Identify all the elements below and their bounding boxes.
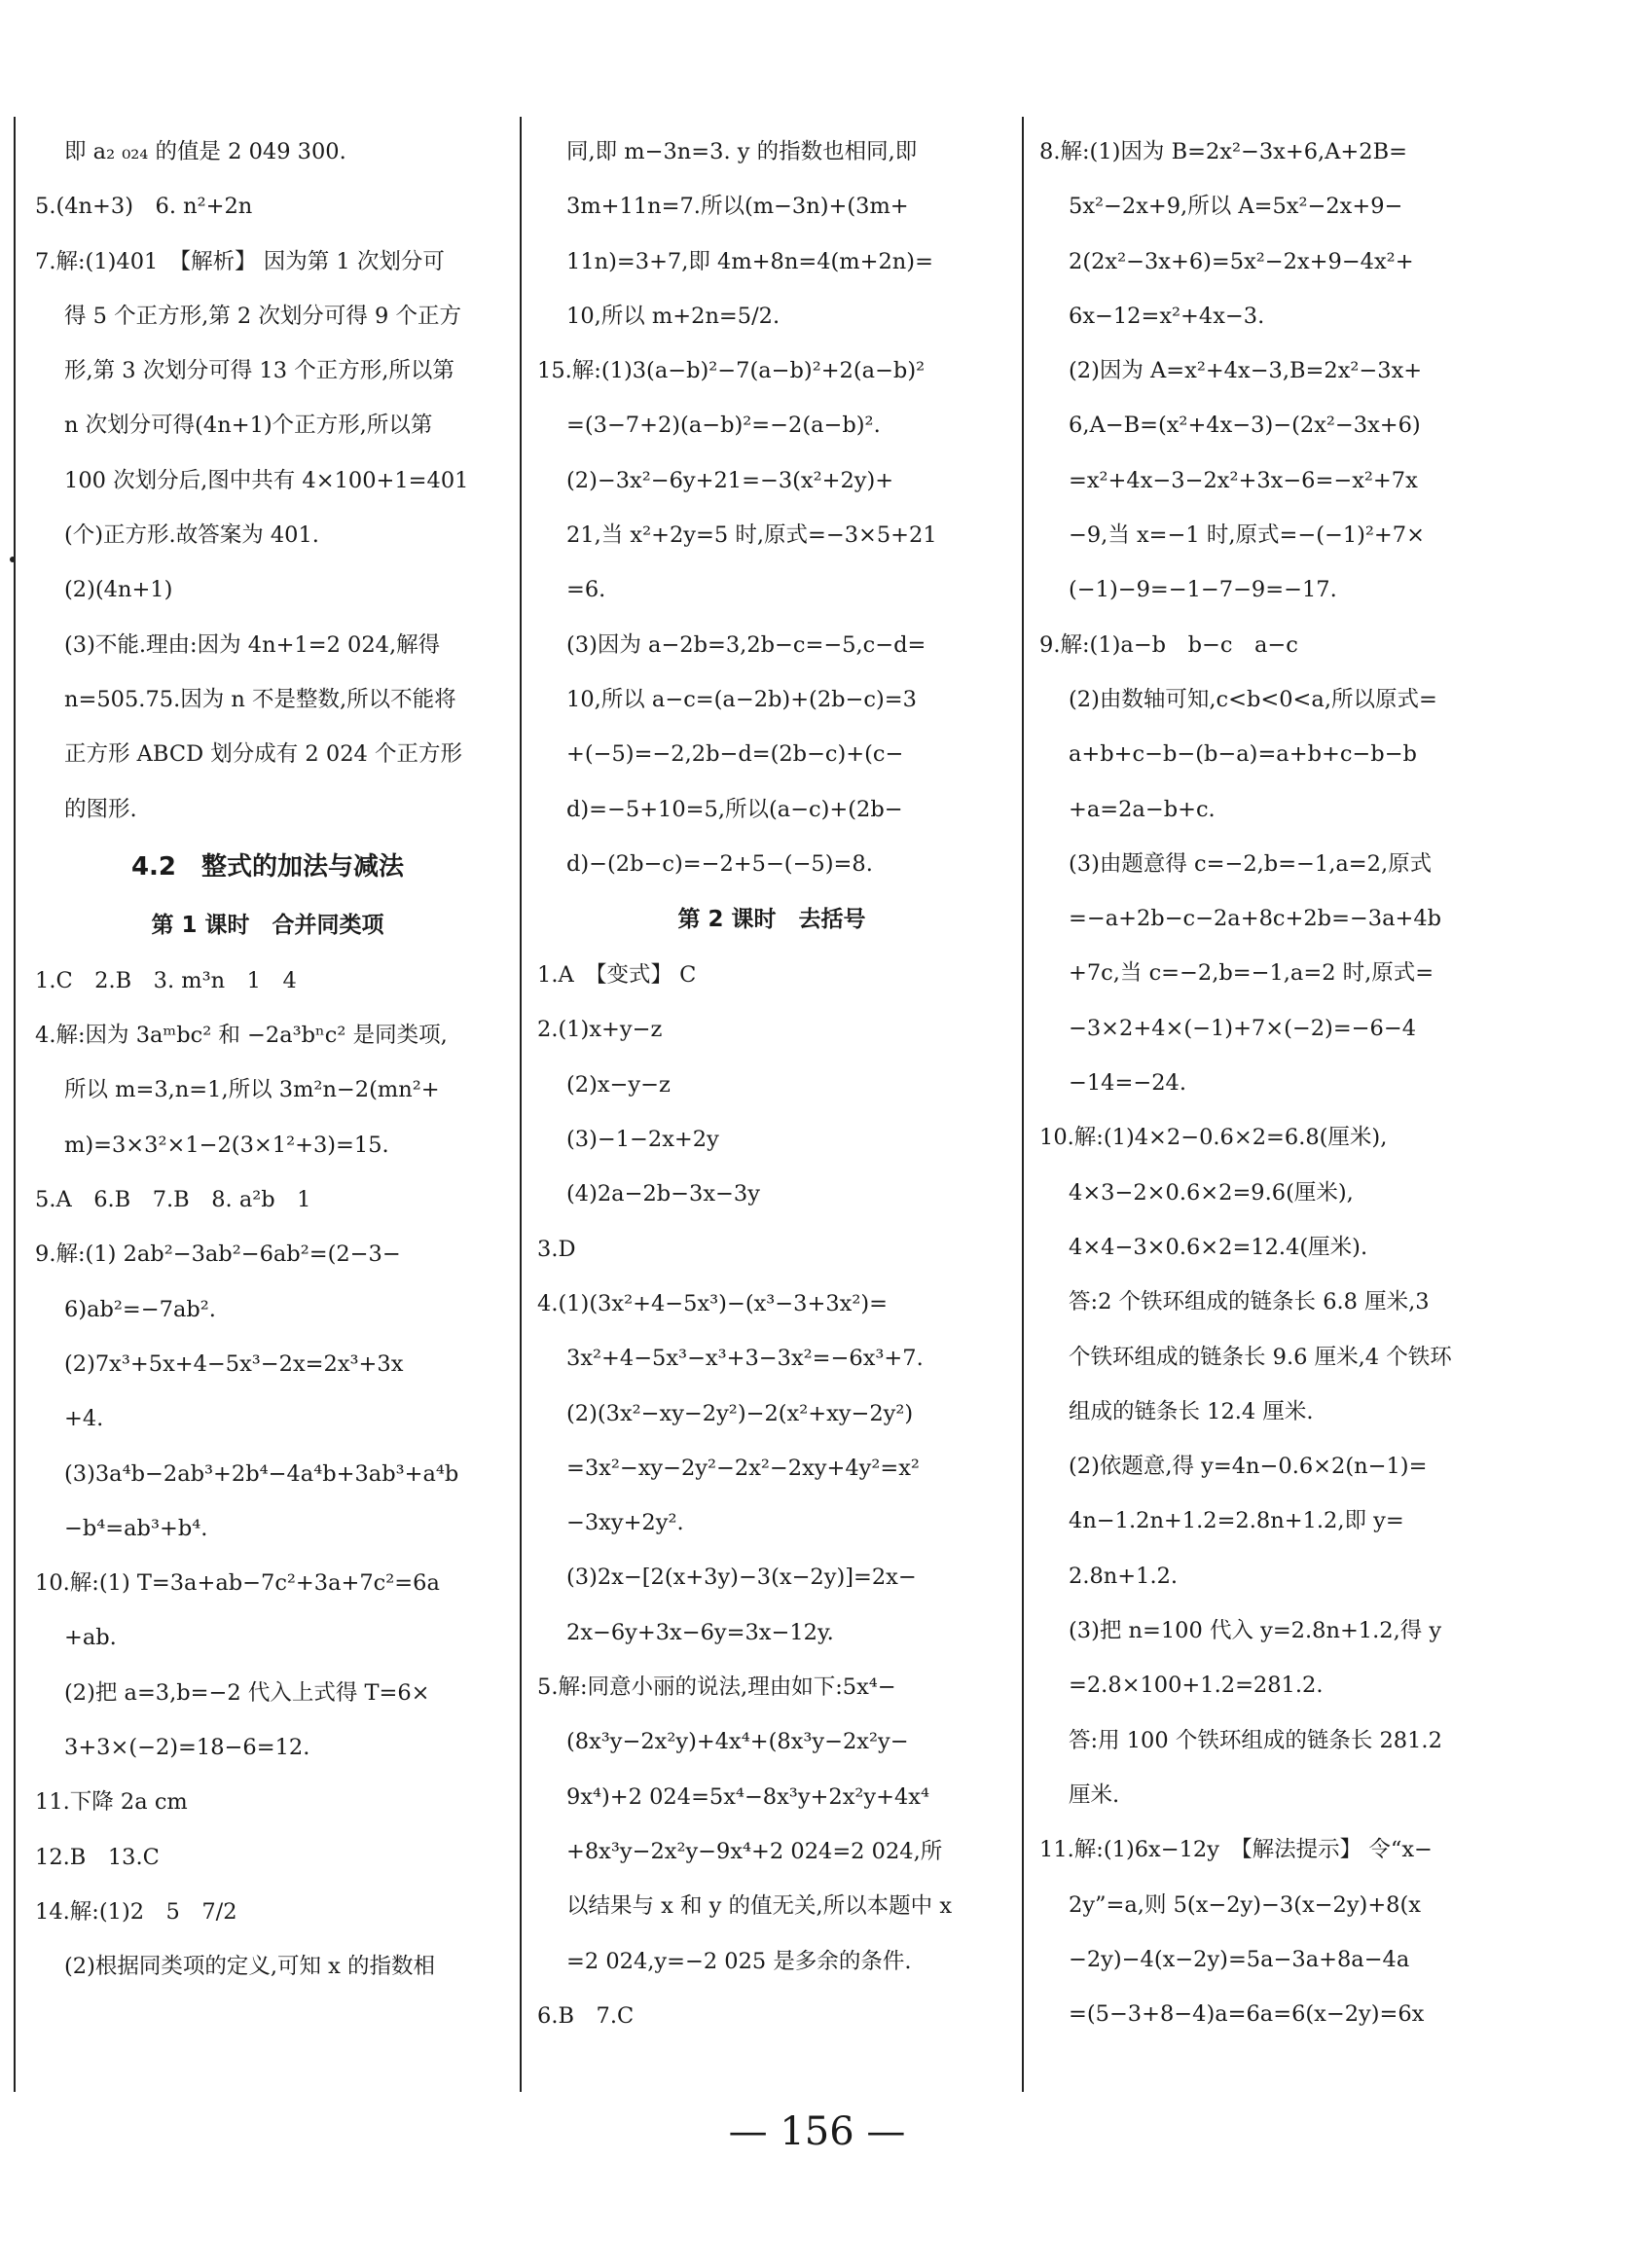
text-line: (2)(3x²−xy−2y²)−2(x²+xy−2y²) xyxy=(566,1400,914,1426)
text-line: −b⁴=ab³+b⁴. xyxy=(64,1515,208,1541)
text-line: 11.解:(1)6x−12y 【解法提示】 令“x− xyxy=(1039,1837,1433,1863)
text-line: 4.解:因为 3aᵐbc² 和 −2a³bⁿc² 是同类项, xyxy=(35,1023,448,1049)
text-line: 正方形 ABCD 划分成有 2 024 个正方形 xyxy=(64,741,462,768)
column-2 xyxy=(537,125,1006,2090)
text-line: 同,即 m−3n=3. y 的指数也相同,即 xyxy=(566,139,918,164)
text-line: +(−5)=−2,2b−d=(2b−c)+(c− xyxy=(566,741,904,768)
left-rule xyxy=(14,117,16,2092)
text-line: 10,所以 a−c=(a−2b)+(2b−c)=3 xyxy=(566,686,917,712)
text-line: +4. xyxy=(64,1406,104,1432)
page-number: — 156 — xyxy=(728,2109,906,2154)
lesson-heading: 第 1 课时 合并同类项 xyxy=(151,912,384,938)
text-line: 2x−6y+3x−6y=3x−12y. xyxy=(566,1619,834,1645)
text-line: +8x³y−2x²y−9x⁴+2 024=2 024,所 xyxy=(566,1838,943,1864)
text-line: −14=−24. xyxy=(1069,1070,1186,1097)
section-heading: 4.2 整式的加法与减法 xyxy=(130,851,405,882)
text-line: =(3−7+2)(a−b)²=−2(a−b)². xyxy=(566,413,881,439)
text-line: 3+3×(−2)=18−6=12. xyxy=(64,1735,310,1761)
text-line: (3)−1−2x+2y xyxy=(566,1127,719,1153)
text-line: (−1)−9=−1−7−9=−17. xyxy=(1069,577,1337,603)
text-line: −3×2+4×(−1)+7×(−2)=−6−4 xyxy=(1069,1015,1417,1041)
text-line: (8x³y−2x²y)+4x⁴+(8x³y−2x²y− xyxy=(566,1729,909,1755)
text-line: 10.解:(1) T=3a+ab−7c²+3a+7c²=6a xyxy=(35,1570,440,1597)
text-line: 6)ab²=−7ab². xyxy=(64,1296,216,1322)
text-line: 的图形. xyxy=(64,796,137,822)
text-line: (2)x−y−z xyxy=(566,1071,671,1098)
text-line: 3x²+4−5x³−x³+3−3x²=−6x³+7. xyxy=(566,1346,924,1372)
text-line: 21,当 x²+2y=5 时,原式=−3×5+21 xyxy=(566,522,937,549)
text-line: 1.A 【变式】 C xyxy=(537,962,697,989)
text-line: 3m+11n=7.所以(m−3n)+(3m+ xyxy=(566,194,909,220)
text-line: 4×3−2×0.6×2=9.6(厘米), xyxy=(1069,1179,1354,1206)
text-line: 2y”=a,则 5(x−2y)−3(x−2y)+8(x xyxy=(1069,1891,1421,1918)
text-line: =x²+4x−3−2x²+3x−6=−x²+7x xyxy=(1069,467,1418,493)
text-line: =−a+2b−c−2a+8c+2b=−3a+4b xyxy=(1069,906,1442,932)
text-line: =(5−3+8−4)a=6a=6(x−2y)=6x xyxy=(1069,2001,1425,2028)
text-line: 厘米. xyxy=(1069,1782,1120,1808)
text-line: 10,所以 m+2n=5/2. xyxy=(566,303,781,329)
text-line: 组成的链条长 12.4 厘米. xyxy=(1069,1398,1314,1424)
text-line: −3xy+2y². xyxy=(566,1510,684,1536)
text-line: m)=3×3²×1−2(3×1²+3)=15. xyxy=(64,1132,389,1158)
margin-dot xyxy=(10,557,16,562)
text-line: 3.D xyxy=(537,1236,576,1262)
text-line: 答:2 个铁环组成的链条长 6.8 厘米,3 xyxy=(1069,1289,1430,1315)
text-line: (2)−3x²−6y+21=−3(x²+2y)+ xyxy=(566,467,894,493)
text-line: (4)2a−2b−3x−3y xyxy=(566,1181,760,1207)
text-line: =2.8×100+1.2=281.2. xyxy=(1069,1673,1324,1699)
text-line: (2)依题意,得 y=4n−0.6×2(n−1)= xyxy=(1069,1454,1428,1480)
text-line: 2.(1)x+y−z xyxy=(537,1017,663,1043)
text-line: 2.8n+1.2. xyxy=(1069,1563,1179,1589)
text-line: +ab. xyxy=(64,1625,117,1651)
text-line: (3)把 n=100 代入 y=2.8n+1.2,得 y xyxy=(1069,1618,1442,1644)
text-line: 7.解:(1)401 【解析】 因为第 1 次划分可 xyxy=(35,248,445,274)
text-line: 14.解:(1)2 5 7/2 xyxy=(35,1898,237,1925)
text-line: −9,当 x=−1 时,原式=−(−1)²+7× xyxy=(1069,522,1425,549)
text-line: (3)因为 a−2b=3,2b−c=−5,c−d= xyxy=(566,631,926,658)
text-line: (2)根据同类项的定义,可知 x 的指数相 xyxy=(64,1954,436,1980)
text-line: 11.下降 2a cm xyxy=(35,1789,188,1816)
text-line: =3x²−xy−2y²−2x²−2xy+4y²=x² xyxy=(566,1455,920,1481)
text-line: 答:用 100 个铁环组成的链条长 281.2 xyxy=(1069,1727,1442,1753)
text-line: 2(2x²−3x+6)=5x²−2x+9−4x²+ xyxy=(1069,248,1414,274)
text-line: 6x−12=x²+4x−3. xyxy=(1069,303,1265,329)
text-line: (2)把 a=3,b=−2 代入上式得 T=6× xyxy=(64,1679,430,1706)
text-line: 6.B 7.C xyxy=(537,2002,635,2029)
text-line: 所以 m=3,n=1,所以 3m²n−2(mn²+ xyxy=(64,1077,440,1103)
text-line: 6,A−B=(x²+4x−3)−(2x²−3x+6) xyxy=(1069,413,1421,439)
text-line: 个铁环组成的链条长 9.6 厘米,4 个铁环 xyxy=(1069,1344,1452,1370)
text-line: 100 次划分后,图中共有 4×100+1=401 xyxy=(64,467,469,493)
text-line: a+b+c−b−(b−a)=a+b+c−b−b xyxy=(1069,741,1417,768)
column-divider-2 xyxy=(1022,117,1024,2092)
column-3 xyxy=(1039,125,1516,2090)
text-line: (2)7x³+5x+4−5x³−2x=2x³+3x xyxy=(64,1350,404,1377)
text-line: 形,第 3 次划分可得 13 个正方形,所以第 xyxy=(64,358,454,384)
text-line: n 次划分可得(4n+1)个正方形,所以第 xyxy=(64,413,433,439)
text-line: 5.A 6.B 7.B 8. a²b 1 xyxy=(35,1187,311,1213)
text-line: +7c,当 c=−2,b=−1,a=2 时,原式= xyxy=(1069,960,1434,987)
text-line: 1.C 2.B 3. m³n 1 4 xyxy=(35,967,297,993)
text-line: 9.解:(1) 2ab²−3ab²−6ab²=(2−3− xyxy=(35,1242,401,1268)
text-line: 11n)=3+7,即 4m+8n=4(m+2n)= xyxy=(566,248,933,274)
text-line: 15.解:(1)3(a−b)²−7(a−b)²+2(a−b)² xyxy=(537,358,926,384)
text-line: 9.解:(1)a−b b−c a−c xyxy=(1039,631,1298,658)
text-line: +a=2a−b+c. xyxy=(1069,796,1216,822)
text-line: 12.B 13.C xyxy=(35,1844,160,1870)
text-line: (2)因为 A=x²+4x−3,B=2x²−3x+ xyxy=(1069,358,1423,384)
text-line: 5.(4n+3) 6. n²+2n xyxy=(35,194,253,220)
text-line: (3)由题意得 c=−2,b=−1,a=2,原式 xyxy=(1069,850,1433,877)
text-line: (2)(4n+1) xyxy=(64,577,173,603)
text-line: =2 024,y=−2 025 是多余的条件. xyxy=(566,1948,912,1974)
text-line: d)=−5+10=5,所以(a−c)+(2b− xyxy=(566,796,903,822)
text-line: 4×4−3×0.6×2=12.4(厘米). xyxy=(1069,1234,1368,1260)
text-line: (3)3a⁴b−2ab³+2b⁴−4a⁴b+3ab³+a⁴b xyxy=(64,1460,459,1487)
text-line: 4.(1)(3x²+4−5x³)−(x³−3+3x²)= xyxy=(537,1290,888,1316)
text-line: =6. xyxy=(566,577,606,603)
text-line: (3)不能.理由:因为 4n+1=2 024,解得 xyxy=(64,631,441,658)
column-divider-1 xyxy=(520,117,522,2092)
text-line: (个)正方形.故答案为 401. xyxy=(64,522,319,549)
lesson-heading: 第 2 课时 去括号 xyxy=(677,907,866,933)
column-1 xyxy=(35,125,500,2090)
text-line: 4n−1.2n+1.2=2.8n+1.2,即 y= xyxy=(1069,1508,1404,1534)
text-line: (3)2x−[2(x+3y)−3(x−2y)]=2x− xyxy=(566,1565,917,1591)
text-line: n=505.75.因为 n 不是整数,所以不能将 xyxy=(64,686,456,712)
text-line: −2y)−4(x−2y)=5a−3a+8a−4a xyxy=(1069,1946,1410,1972)
text-line: 8.解:(1)因为 B=2x²−3x+6,A+2B= xyxy=(1039,139,1407,164)
text-line: 5x²−2x+9,所以 A=5x²−2x+9− xyxy=(1069,194,1403,220)
text-line: 以结果与 x 和 y 的值无关,所以本题中 x xyxy=(566,1893,953,1920)
text-line: 9x⁴)+2 024=5x⁴−8x³y+2x²y+4x⁴ xyxy=(566,1783,929,1810)
text-line: d)−(2b−c)=−2+5−(−5)=8. xyxy=(566,850,873,877)
text-line: 即 a₂ ₀₂₄ 的值是 2 049 300. xyxy=(64,139,346,164)
text-line: 得 5 个正方形,第 2 次划分可得 9 个正方 xyxy=(64,303,462,329)
text-line: (2)由数轴可知,c<b<0<a,所以原式= xyxy=(1069,686,1437,712)
text-line: 5.解:同意小丽的说法,理由如下:5x⁴− xyxy=(537,1674,896,1701)
text-line: 10.解:(1)4×2−0.6×2=6.8(厘米), xyxy=(1039,1125,1388,1151)
